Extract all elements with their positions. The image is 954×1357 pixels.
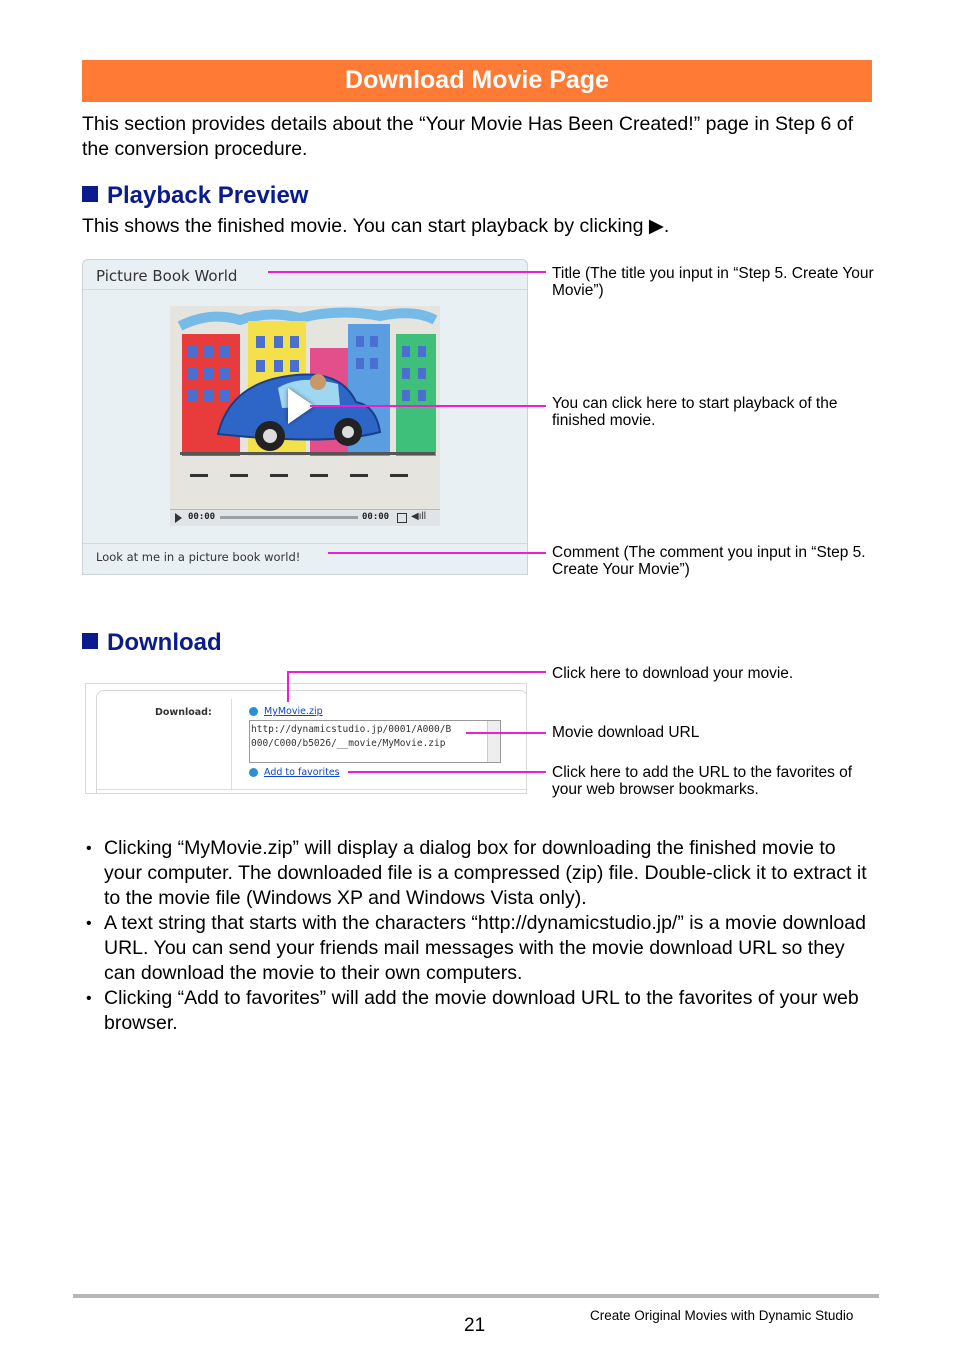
- square-bullet-icon: [82, 633, 98, 649]
- intro-paragraph: This section provides details about the “Your Movie Has Been Created!” page in Step 6 of the conversion procedure.: [82, 113, 854, 160]
- download-panel: [96, 690, 527, 794]
- square-bullet-icon: [82, 186, 98, 202]
- video-frame[interactable]: [170, 306, 440, 509]
- url-line-2: 000/C000/b5026/__movie/MyMovie.zip: [251, 738, 446, 749]
- callout-line-title: [268, 271, 546, 273]
- volume-icon[interactable]: ◀ıll: [411, 511, 426, 522]
- callout-play: You can click here to start playback of the finished movie.: [552, 395, 838, 429]
- list-item: • A text string that starts with the characters “http://dynamicstudio.jp/” is a movie download URL. You can send your friends mail messages with the movie download URL so they can download the movie to their own computers.: [82, 911, 874, 986]
- callout-url: Movie download URL: [552, 724, 700, 741]
- callout-line-download: [287, 671, 546, 673]
- footer-doc-title: Create Original Movies with Dynamic Studio: [590, 1308, 854, 1323]
- player-screenshot: [82, 259, 528, 575]
- download-heading: [82, 629, 222, 657]
- notes-list: [82, 836, 874, 1036]
- callout-download: Click here to download your movie.: [552, 665, 794, 682]
- comment-divider: [83, 543, 527, 544]
- seek-bar[interactable]: [220, 516, 358, 519]
- download-url-field[interactable]: [249, 720, 501, 763]
- list-item: • Clicking “MyMovie.zip” will display a dialog box for downloading the finished movie to your computer. The downloaded file is a compressed (zip) file. Double-click it to extract it to the movie file (Windows XP and Windows Vista only).: [82, 836, 874, 911]
- playback-heading-text: Playback Preview: [107, 182, 309, 209]
- callout-line-play: [310, 405, 546, 407]
- label-divider: [231, 699, 232, 789]
- page-title-banner: Download Movie Page: [82, 60, 872, 102]
- callout-title: Title (The title you input in “Step 5. Create Your Movie”): [552, 265, 874, 299]
- fullscreen-icon[interactable]: [397, 513, 407, 523]
- movie-title: Picture Book World: [96, 267, 238, 285]
- callout-comment: Comment (The comment you input in “Step 5. Create Your Movie”): [552, 544, 866, 578]
- movie-comment: Look at me in a picture book world!: [96, 550, 301, 564]
- download-label: Download:: [155, 707, 212, 718]
- download-arrow-icon: [249, 707, 258, 716]
- current-time: 00:00: [188, 512, 216, 522]
- callout-line-favorites: [348, 771, 546, 773]
- add-to-favorites-link[interactable]: Add to favorites: [264, 767, 340, 778]
- callout-line-url: [466, 732, 546, 734]
- callout-favorites: Click here to add the URL to the favorites of your web browser bookmarks.: [552, 764, 853, 798]
- mymovie-zip-link[interactable]: MyMovie.zip: [264, 706, 323, 717]
- panel-bottom-divider: [97, 789, 527, 790]
- url-scrollbar[interactable]: [487, 721, 500, 762]
- playback-preview-heading: [82, 182, 308, 210]
- callout-line-comment: [328, 552, 546, 554]
- callout-vline-download: [287, 672, 289, 702]
- footer-rule: [73, 1294, 879, 1298]
- control-play-icon[interactable]: [175, 513, 182, 523]
- download-screenshot: [85, 683, 527, 794]
- player-controls: [170, 509, 440, 526]
- url-line-1: http://dynamicstudio.jp/0001/A000/B: [251, 724, 452, 735]
- playback-description: This shows the finished movie. You can start playback by clicking ▶.: [82, 215, 670, 237]
- download-heading-text: Download: [107, 629, 222, 656]
- title-divider: [83, 289, 527, 290]
- list-item: • Clicking “Add to favorites” will add the movie download URL to the favorites of your web browser.: [82, 986, 874, 1036]
- total-time: 00:00: [362, 512, 390, 522]
- page-number: 21: [464, 1315, 486, 1336]
- favorites-arrow-icon: [249, 768, 258, 777]
